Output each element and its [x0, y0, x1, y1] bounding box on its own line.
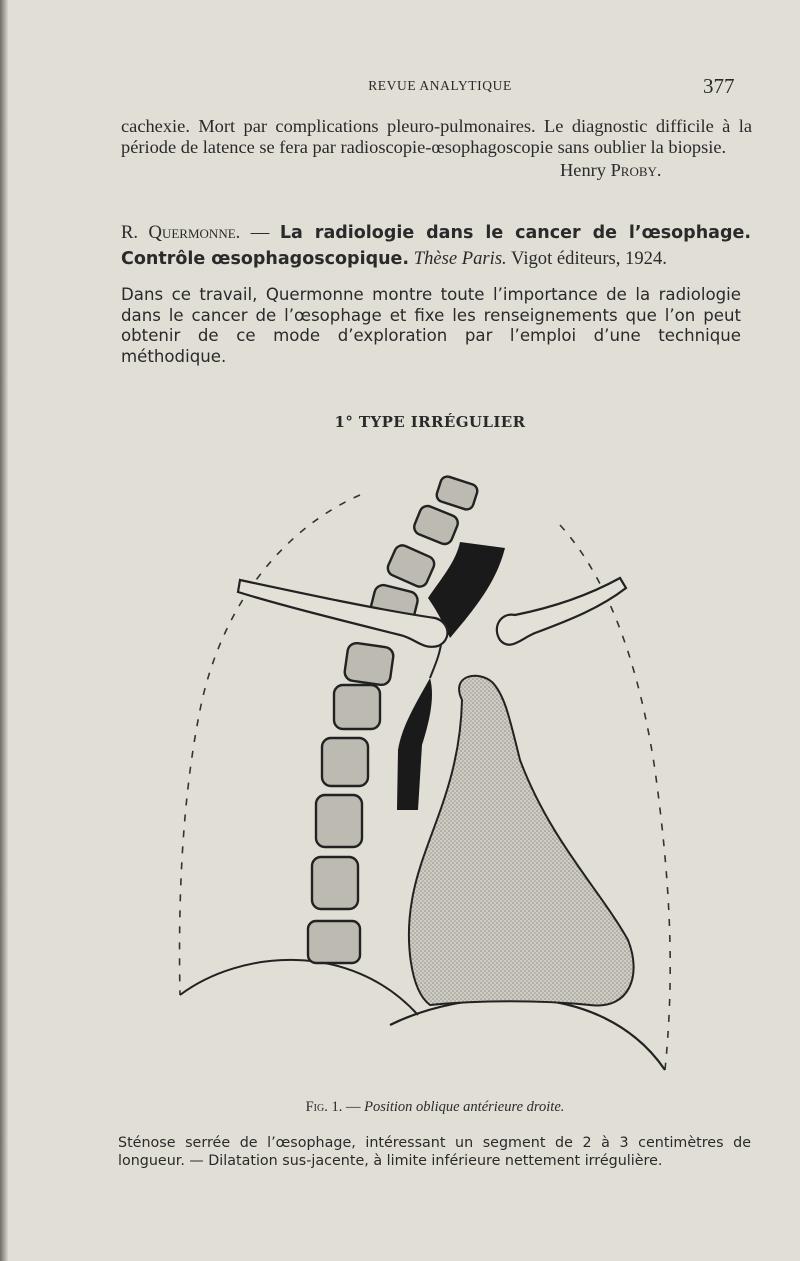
caption-figure-number: Fig. 1. [305, 1099, 343, 1115]
review-paragraph [121, 285, 741, 367]
reference-title: La radiologie dans le cancer de l’œsophage. Contrôle œsophagoscopique. [121, 223, 751, 269]
running-title: REVUE ANALYTIQUE [368, 78, 512, 93]
page-header [0, 74, 800, 100]
review-body: Dans ce travail, Quermonne montre toute l’importance de la radiologie dans le cancer de l’œsophage et fixe les renseignements que l’on peut obtenir de ce mode d’exploration par l’emploi d’une technique méthodique. [121, 285, 741, 366]
figure-legend: Sténose serrée de l’œsophage, intéressant un segment de 2 à 3 centimètres de longueur. — Dilatation sus-jacente, à limite inférieure nettement irrégulière. [118, 1135, 751, 1169]
radiograph-diagram [160, 470, 680, 1090]
reference-author: R. Quermonne. [121, 222, 241, 243]
page-number: 377 [703, 74, 735, 98]
figure-caption [0, 1099, 800, 1116]
caption-dash: — [342, 1099, 365, 1115]
diaphragm-right [390, 998, 665, 1070]
left-clavicle [238, 580, 447, 647]
previous-review-body: cachexie. Mort par complications pleuro-pulmonaires. Le diagnostic difficile à la période de latence se fera par radioscopie-œsophagoscopie sans oublier la biopsie. [121, 116, 752, 157]
reference-publisher: Vigot éditeurs, 1924. [506, 248, 667, 269]
book-spine-shadow [0, 0, 8, 1261]
signature-first-name: Henry [560, 160, 606, 180]
oesophagus-stenosis [397, 678, 432, 810]
caption-text: Position oblique antérieure droite. [364, 1099, 565, 1115]
bibliographic-reference [121, 220, 751, 272]
signature-last-name: Proby. [610, 160, 662, 180]
reference-thesis: Thèse Paris. [413, 248, 507, 269]
right-clavicle [497, 578, 626, 645]
figure-title: 1° TYPE IRRÉGULIER [334, 413, 526, 431]
previous-review-text [121, 116, 752, 157]
reference-dash: — [240, 222, 280, 243]
diaphragm-left [180, 960, 418, 1015]
heart-shadow [409, 676, 634, 1006]
previous-review-signature [560, 160, 662, 181]
